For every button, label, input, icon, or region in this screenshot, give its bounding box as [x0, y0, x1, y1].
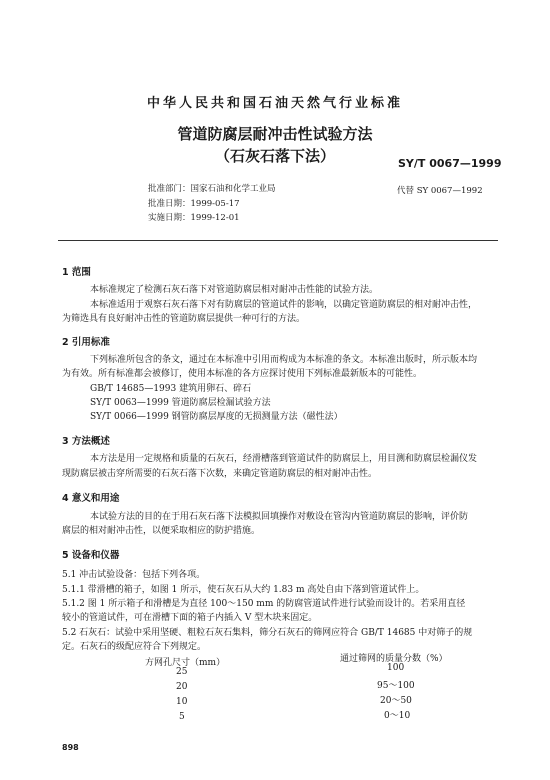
- section-heading-apparatus: 5 设备和仪器: [62, 550, 120, 561]
- standard-number: SY/T 0067—1999: [398, 157, 502, 170]
- implementation-date: 实施日期：1999-12-01: [148, 213, 240, 223]
- section-heading-significance-and-use: 4 意义和用途: [62, 493, 120, 504]
- table-cell: 100: [387, 663, 405, 673]
- page-number: 898: [62, 743, 79, 752]
- reference-item: GB/T 14685—1993 建筑用卵石、碎石: [90, 384, 252, 394]
- clause-5-2: 5.2 石灰石：试验中采用坚硬、粗粒石灰石集料，筛分石灰石的筛网应符合 GB/T 14685 中对筛子的规: [62, 628, 473, 638]
- table-cell: 0～10: [384, 711, 411, 721]
- table-cell: 10: [176, 697, 188, 707]
- paragraph-line: 较小的管道试件，可在滑槽下面的箱子内插入 V 型木块来固定。: [62, 613, 318, 623]
- approving-authority: 批准部门：国家石油和化学工业局: [148, 184, 276, 194]
- header-divider: [58, 240, 498, 241]
- table-header-mass-fraction: 通过筛网的质量分数（%）: [340, 654, 448, 664]
- clause-5-1-1: 5.1.1 带滑槽的箱子，如图 1 所示，使石灰石从大约 1.83 m 高处自由下落到管道试件上。: [62, 585, 425, 595]
- paragraph-line: 本试验方法的目的在于用石灰石落下法模拟回填操作对敷设在管沟内管道防腐层的影响，评价防: [90, 512, 469, 522]
- paragraph-line: 现防腐层被击穿所需要的石灰石落下次数，来确定管道防腐层的相对耐冲击性。: [62, 469, 378, 479]
- paragraph-line: 为筛选具有良好耐冲击性的管道防腐层提供一种可行的方法。: [62, 314, 306, 324]
- paragraph-line: 腐层的相对耐冲击性，以便采取相应的防护措施。: [62, 526, 261, 536]
- approval-date: 批准日期：1999-05-17: [148, 199, 240, 209]
- reference-item: SY/T 0066—1999 钢管防腐层厚度的无损测量方法（磁性法）: [90, 412, 343, 422]
- section-heading-normative-references: 2 引用标准: [62, 337, 110, 348]
- paragraph-line: 为有效。所有标准都会被修订，使用本标准的各方应探讨使用下列标准最新版本的可能性。: [62, 369, 423, 379]
- paragraph-line: 定。石灰石的级配应符合下列规定。: [62, 642, 207, 652]
- clause-5-1-2: 5.1.2 图 1 所示箱子和滑槽是为直径 100～150 mm 的防腐管道试件进行试验而设计的。若采用直径: [62, 599, 466, 609]
- table-cell: 5: [179, 712, 185, 722]
- paragraph-line: 本标准规定了检测石灰石落下对管道防腐层相对耐冲击性能的试验方法。: [90, 285, 379, 295]
- table-cell: 20～50: [380, 696, 412, 706]
- paragraph-line: 本标准适用于观察石灰石落下对有防腐层的管道试件的影响，以确定管道防腐层的相对耐冲击性，: [90, 300, 478, 310]
- replaces-standard: 代替 SY 0067—1992: [397, 186, 483, 196]
- table-cell: 20: [176, 682, 188, 692]
- reference-item: SY/T 0063—1999 管道防腐层检漏试验方法: [90, 398, 271, 408]
- paragraph-line: 下列标准所包含的条文，通过在本标准中引用而构成为本标准的条文。本标准出版时，所示版本均: [90, 355, 478, 365]
- clause-5-1: 5.1 冲击试验设备：包括下列各项。: [62, 570, 206, 580]
- document-title: 管道防腐层耐冲击性试验方法: [177, 125, 373, 143]
- document-subtitle: （石灰石落下法）: [214, 147, 335, 165]
- section-heading-scope: 1 范围: [62, 267, 91, 278]
- table-cell: 95～100: [377, 681, 415, 691]
- section-heading-method-summary: 3 方法概述: [62, 436, 110, 447]
- table-header-sieve-size: 方网孔尺寸（mm）: [145, 658, 226, 668]
- table-cell: 25: [176, 667, 188, 677]
- standard-category-title: 中华人民共和国石油天然气行业标准: [146, 96, 403, 111]
- paragraph-line: 本方法是用一定规格和质量的石灰石，经滑槽落到管道试件的防腐层上，用目测和防腐层检漏仪发: [90, 454, 478, 464]
